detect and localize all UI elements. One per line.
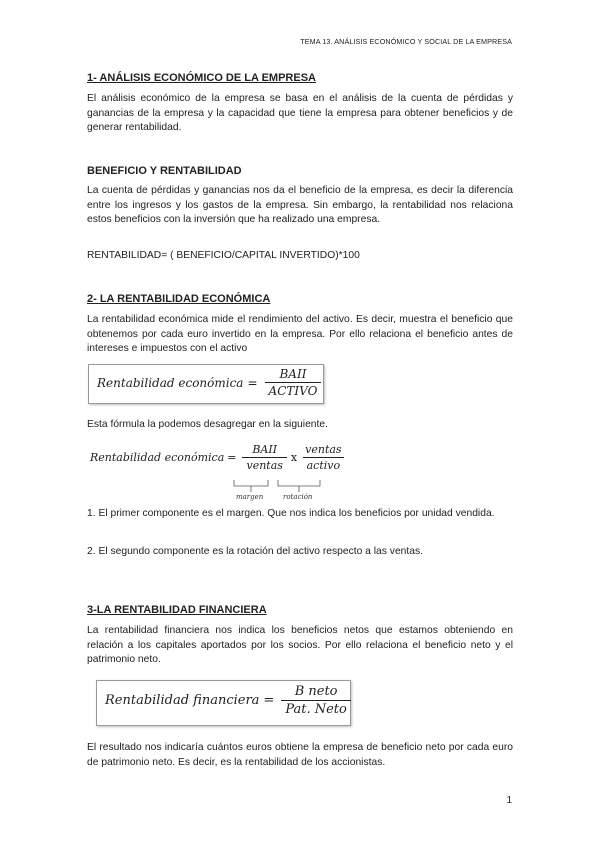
section-3-paragraph: La rentabilidad financiera nos indica los beneficios netos que estamos obteniendo en relación a los capitales aportados por los socios. Por ello relaciona el beneficio neto y el patrimonio neto. xyxy=(87,625,513,665)
formula-desagregada xyxy=(90,440,350,506)
section-1-paragraph: El análisis económico de la empresa se basa en el análisis de la cuenta de pérdidas y ganancias de la empresa y la capacidad que tiene la empresa para obtener beneficios y de generar rentabilidad. xyxy=(87,93,513,133)
formula-rentabilidad-economica xyxy=(88,364,324,404)
section-2-paragraph: La rentabilidad económica mide el rendimiento del activo. Es decir, muestra el beneficio que obtenemos por cada euro invertido en la empresa. Por ello relaciona el beneficio antes de intereses e impuestos con el activo xyxy=(87,314,513,354)
numerator: BAII xyxy=(279,367,307,381)
equals-sign: = xyxy=(263,693,275,708)
equals-sign: = xyxy=(227,451,237,464)
point-2: 2. El segundo componente es la rotación del activo respecto a las ventas. xyxy=(87,546,423,557)
section-3-title: 3-LA RENTABILIDAD FINANCIERA xyxy=(87,604,267,616)
point-1: 1. El primer componente es el margen. Que nos indica los beneficios por unidad vendida. xyxy=(87,508,495,519)
formula-lhs: Rentabilidad económica xyxy=(97,375,244,390)
desagregar-text: Esta fórmula la podemos desagregar en la siguiente. xyxy=(87,419,328,430)
running-header: TEMA 13. ANÁLISIS ECONÓMICO Y SOCIAL DE LA EMPRESA xyxy=(300,37,512,46)
margen-label: margen xyxy=(236,493,264,501)
page-number: 1 xyxy=(506,795,512,806)
formula-lhs: Rentabilidad financiera xyxy=(105,693,260,708)
section-1-title: 1- ANÁLISIS ECONÓMICO DE LA EMPRESA xyxy=(87,72,316,84)
fraction xyxy=(281,684,351,717)
rotacion-label: rotación xyxy=(283,493,313,501)
formula-lhs: Rentabilidad económica xyxy=(90,451,225,464)
numerator: BAII xyxy=(252,443,278,456)
denominator: ventas xyxy=(242,457,286,472)
section-3-conclusion: El resultado nos indicaría cuántos euros obtiene la empresa de beneficio neto por cada euro de patrimonio neto. Es decir, es la rentabilidad de los accionistas. xyxy=(87,742,513,768)
denominator: Pat. Neto xyxy=(281,700,351,717)
fraction xyxy=(265,367,322,398)
section-2-title: 2- LA RENTABILIDAD ECONÓMICA xyxy=(87,293,271,305)
numerator: B neto xyxy=(294,684,338,699)
times-sign: x xyxy=(290,451,298,464)
beneficio-title: BENEFICIO Y RENTABILIDAD xyxy=(87,165,242,177)
formula-rentabilidad-financiera xyxy=(96,680,351,726)
equals-sign: = xyxy=(247,375,258,390)
beneficio-paragraph: La cuenta de pérdidas y ganancias nos da el beneficio de la empresa, es decir la diferencia entre los ingresos y los gastos de la empresa. Sin embargo, la rentabilidad nos relaciona estos beneficios con la inversión que ha realizado una empresa. xyxy=(87,185,513,225)
denominator: activo xyxy=(303,457,345,472)
numerator: ventas xyxy=(305,443,342,456)
denominator: ACTIVO xyxy=(265,382,322,398)
rentabilidad-formula-text: RENTABILIDAD= ( BENEFICIO/CAPITAL INVERTIDO)*100 xyxy=(87,250,360,261)
